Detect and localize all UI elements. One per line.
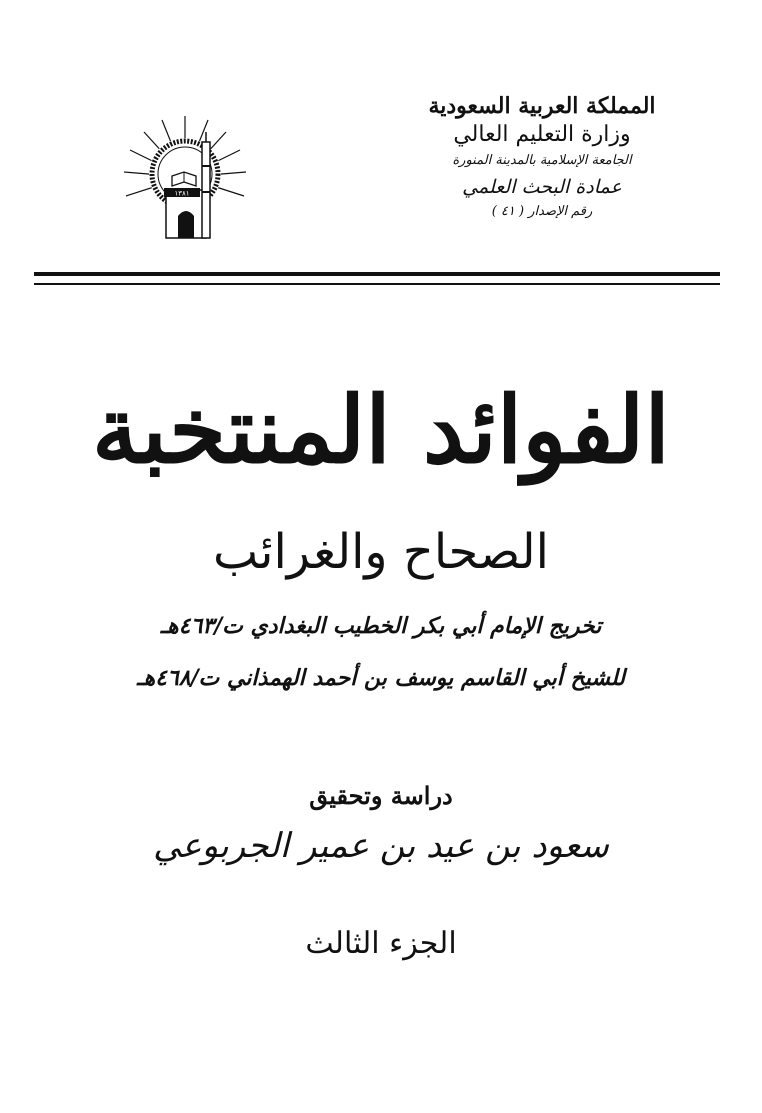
editor-name: سعود بن عيد بن عمير الجربوعي bbox=[153, 826, 609, 866]
publisher-header bbox=[412, 92, 672, 222]
header-country: المملكة العربية السعودية bbox=[428, 93, 656, 119]
book-title: الفوائد المنتخبة bbox=[92, 376, 670, 484]
header-ministry: وزارة التعليم العالي bbox=[453, 122, 631, 147]
header-issue-number: رقم الإصدار ( ٤١ ) bbox=[491, 204, 593, 219]
volume-label: الجزء الثالث bbox=[305, 926, 457, 961]
header-rule-thick bbox=[34, 272, 720, 276]
university-emblem-icon bbox=[120, 112, 250, 242]
header-deanship: عمادة البحث العلمي bbox=[462, 176, 622, 198]
header-university: الجامعة الإسلامية بالمدينة المنورة bbox=[452, 153, 632, 168]
study-label: دراسة وتحقيق bbox=[309, 781, 453, 810]
header-rule-thin bbox=[34, 283, 720, 285]
emblem-year-label: ١٣٨١ bbox=[174, 189, 190, 198]
book-subtitle: الصحاح والغرائب bbox=[212, 524, 550, 580]
compiler-line: تخريج الإمام أبي بكر الخطيب البغدادي ت/٤٦٣هـ bbox=[160, 613, 602, 639]
narrator-line: للشيخ أبي القاسم يوسف بن أحمد الهمذاني ت/٤٦٨هـ bbox=[137, 665, 625, 691]
